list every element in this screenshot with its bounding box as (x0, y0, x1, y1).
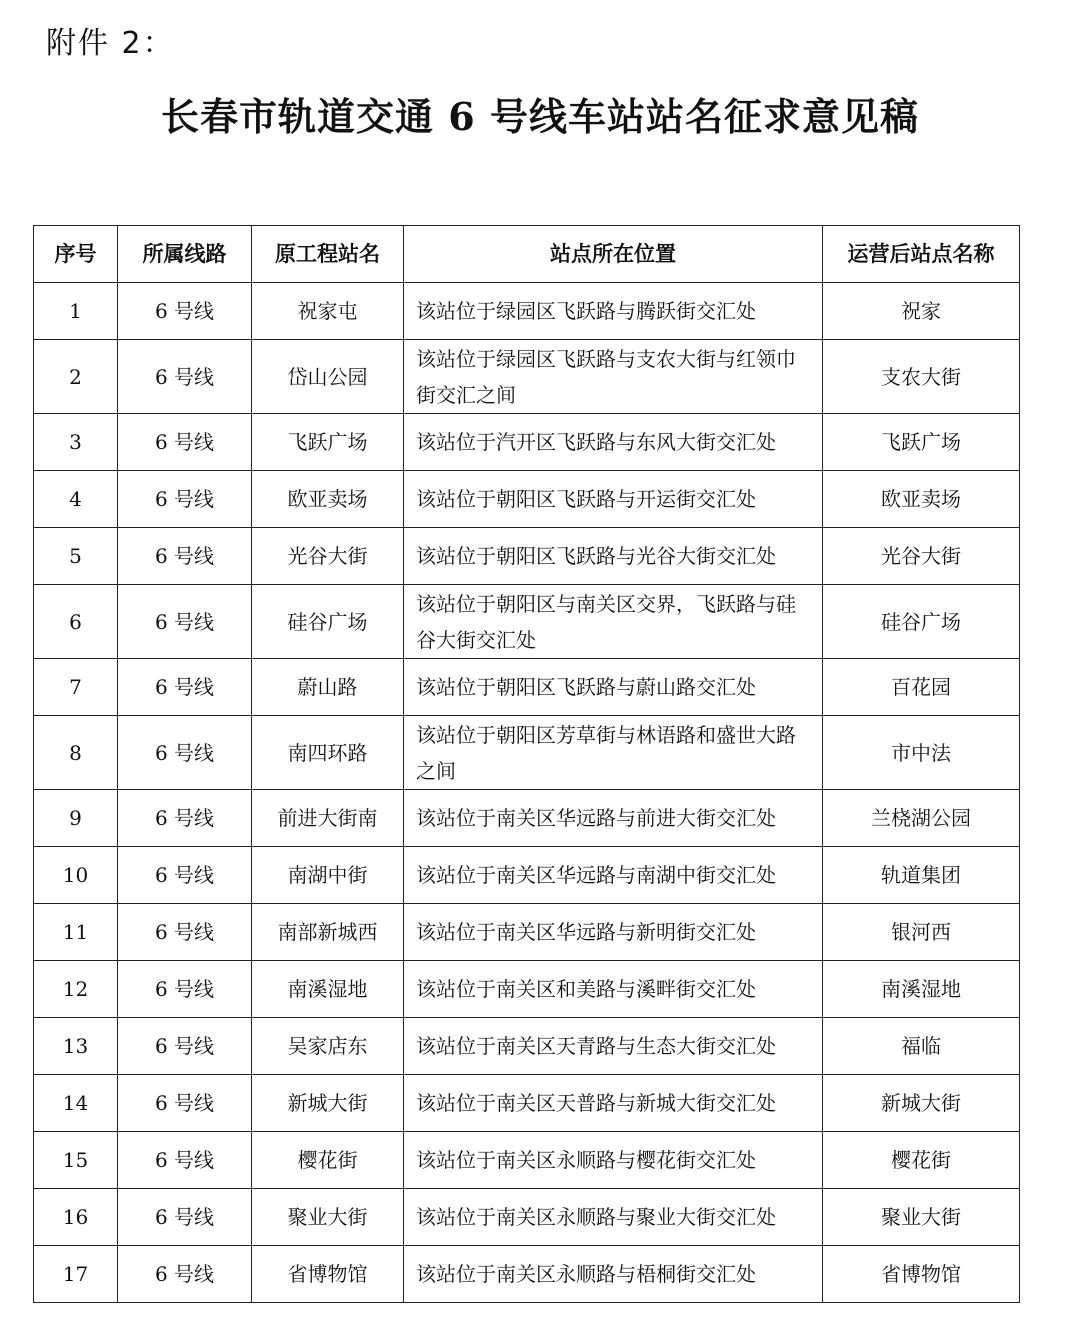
table-row (34, 1189, 1020, 1246)
cell-location: 该站位于南关区华远路与南湖中街交汇处 (404, 847, 823, 904)
cell-original-name: 硅谷广场 (252, 585, 404, 659)
cell-operating-name: 省博物馆 (823, 1246, 1020, 1303)
table-row (34, 1246, 1020, 1303)
cell-index: 11 (34, 904, 118, 961)
cell-line: 6 号线 (118, 340, 252, 414)
table-row (34, 528, 1020, 585)
table-row (34, 847, 1020, 904)
cell-operating-name: 兰桡湖公园 (823, 790, 1020, 847)
table-row (34, 1132, 1020, 1189)
table-row (34, 340, 1020, 414)
cell-original-name: 祝家屯 (252, 283, 404, 340)
table-row (34, 659, 1020, 716)
cell-original-name: 岱山公园 (252, 340, 404, 414)
table-row (34, 283, 1020, 340)
cell-original-name: 省博物馆 (252, 1246, 404, 1303)
cell-index: 15 (34, 1132, 118, 1189)
cell-line: 6 号线 (118, 847, 252, 904)
cell-line: 6 号线 (118, 1075, 252, 1132)
cell-location: 该站位于朝阳区与南关区交界，飞跃路与硅谷大街交汇处 (404, 585, 823, 659)
cell-original-name: 光谷大街 (252, 528, 404, 585)
cell-index: 16 (34, 1189, 118, 1246)
cell-location: 该站位于朝阳区飞跃路与蔚山路交汇处 (404, 659, 823, 716)
cell-operating-name: 南溪湿地 (823, 961, 1020, 1018)
cell-index: 1 (34, 283, 118, 340)
cell-line: 6 号线 (118, 585, 252, 659)
table-row (34, 585, 1020, 659)
cell-line: 6 号线 (118, 528, 252, 585)
table-header-row (34, 226, 1020, 283)
cell-location: 该站位于绿园区飞跃路与支农大街与红领巾街交汇之间 (404, 340, 823, 414)
header-original-name: 原工程站名 (252, 226, 404, 283)
cell-operating-name: 祝家 (823, 283, 1020, 340)
table-row (34, 471, 1020, 528)
cell-line: 6 号线 (118, 659, 252, 716)
cell-location: 该站位于朝阳区飞跃路与开运街交汇处 (404, 471, 823, 528)
cell-operating-name: 聚业大街 (823, 1189, 1020, 1246)
cell-index: 2 (34, 340, 118, 414)
cell-operating-name: 新城大街 (823, 1075, 1020, 1132)
cell-original-name: 聚业大街 (252, 1189, 404, 1246)
cell-line: 6 号线 (118, 1018, 252, 1075)
table-row (34, 961, 1020, 1018)
cell-index: 13 (34, 1018, 118, 1075)
cell-location: 该站位于汽开区飞跃路与东风大街交汇处 (404, 414, 823, 471)
cell-index: 14 (34, 1075, 118, 1132)
cell-line: 6 号线 (118, 716, 252, 790)
cell-operating-name: 轨道集团 (823, 847, 1020, 904)
cell-operating-name: 支农大街 (823, 340, 1020, 414)
cell-location: 该站位于朝阳区飞跃路与光谷大街交汇处 (404, 528, 823, 585)
cell-line: 6 号线 (118, 790, 252, 847)
cell-index: 6 (34, 585, 118, 659)
header-line: 所属线路 (118, 226, 252, 283)
cell-line: 6 号线 (118, 283, 252, 340)
header-index: 序号 (34, 226, 118, 283)
cell-line: 6 号线 (118, 904, 252, 961)
cell-operating-name: 光谷大街 (823, 528, 1020, 585)
cell-original-name: 南部新城西 (252, 904, 404, 961)
cell-operating-name: 飞跃广场 (823, 414, 1020, 471)
attachment-label: 附件 2： (46, 26, 175, 61)
page-title: 长春市轨道交通 6 号线车站站名征求意见稿 (161, 94, 919, 139)
cell-line: 6 号线 (118, 471, 252, 528)
cell-operating-name: 福临 (823, 1018, 1020, 1075)
cell-index: 7 (34, 659, 118, 716)
table-row (34, 790, 1020, 847)
cell-original-name: 欧亚卖场 (252, 471, 404, 528)
cell-index: 9 (34, 790, 118, 847)
cell-operating-name: 樱花街 (823, 1132, 1020, 1189)
header-operating-name: 运营后站点名称 (823, 226, 1020, 283)
cell-operating-name: 百花园 (823, 659, 1020, 716)
cell-original-name: 前进大街南 (252, 790, 404, 847)
cell-index: 10 (34, 847, 118, 904)
table-row (34, 1075, 1020, 1132)
cell-original-name: 吴家店东 (252, 1018, 404, 1075)
table-row (34, 1018, 1020, 1075)
cell-location: 该站位于南关区天普路与新城大街交汇处 (404, 1075, 823, 1132)
cell-original-name: 南湖中街 (252, 847, 404, 904)
station-table (33, 225, 1020, 1303)
cell-location: 该站位于南关区和美路与溪畔街交汇处 (404, 961, 823, 1018)
header-location: 站点所在位置 (404, 226, 823, 283)
cell-location: 该站位于南关区华远路与新明街交汇处 (404, 904, 823, 961)
table-row (34, 716, 1020, 790)
cell-location: 该站位于南关区天青路与生态大街交汇处 (404, 1018, 823, 1075)
cell-original-name: 樱花街 (252, 1132, 404, 1189)
cell-line: 6 号线 (118, 1132, 252, 1189)
cell-location: 该站位于南关区永顺路与梧桐街交汇处 (404, 1246, 823, 1303)
cell-line: 6 号线 (118, 414, 252, 471)
cell-location: 该站位于绿园区飞跃路与腾跃街交汇处 (404, 283, 823, 340)
cell-line: 6 号线 (118, 1189, 252, 1246)
cell-index: 4 (34, 471, 118, 528)
cell-original-name: 飞跃广场 (252, 414, 404, 471)
cell-operating-name: 市中法 (823, 716, 1020, 790)
cell-index: 5 (34, 528, 118, 585)
cell-original-name: 蔚山路 (252, 659, 404, 716)
cell-location: 该站位于朝阳区芳草街与林语路和盛世大路之间 (404, 716, 823, 790)
cell-location: 该站位于南关区华远路与前进大街交汇处 (404, 790, 823, 847)
cell-original-name: 新城大街 (252, 1075, 404, 1132)
cell-index: 12 (34, 961, 118, 1018)
cell-original-name: 南四环路 (252, 716, 404, 790)
cell-line: 6 号线 (118, 961, 252, 1018)
table-row (34, 414, 1020, 471)
cell-original-name: 南溪湿地 (252, 961, 404, 1018)
cell-index: 3 (34, 414, 118, 471)
cell-location: 该站位于南关区永顺路与聚业大街交汇处 (404, 1189, 823, 1246)
cell-location: 该站位于南关区永顺路与樱花街交汇处 (404, 1132, 823, 1189)
cell-index: 17 (34, 1246, 118, 1303)
table-row (34, 904, 1020, 961)
cell-operating-name: 硅谷广场 (823, 585, 1020, 659)
cell-operating-name: 银河西 (823, 904, 1020, 961)
cell-line: 6 号线 (118, 1246, 252, 1303)
cell-index: 8 (34, 716, 118, 790)
cell-operating-name: 欧亚卖场 (823, 471, 1020, 528)
